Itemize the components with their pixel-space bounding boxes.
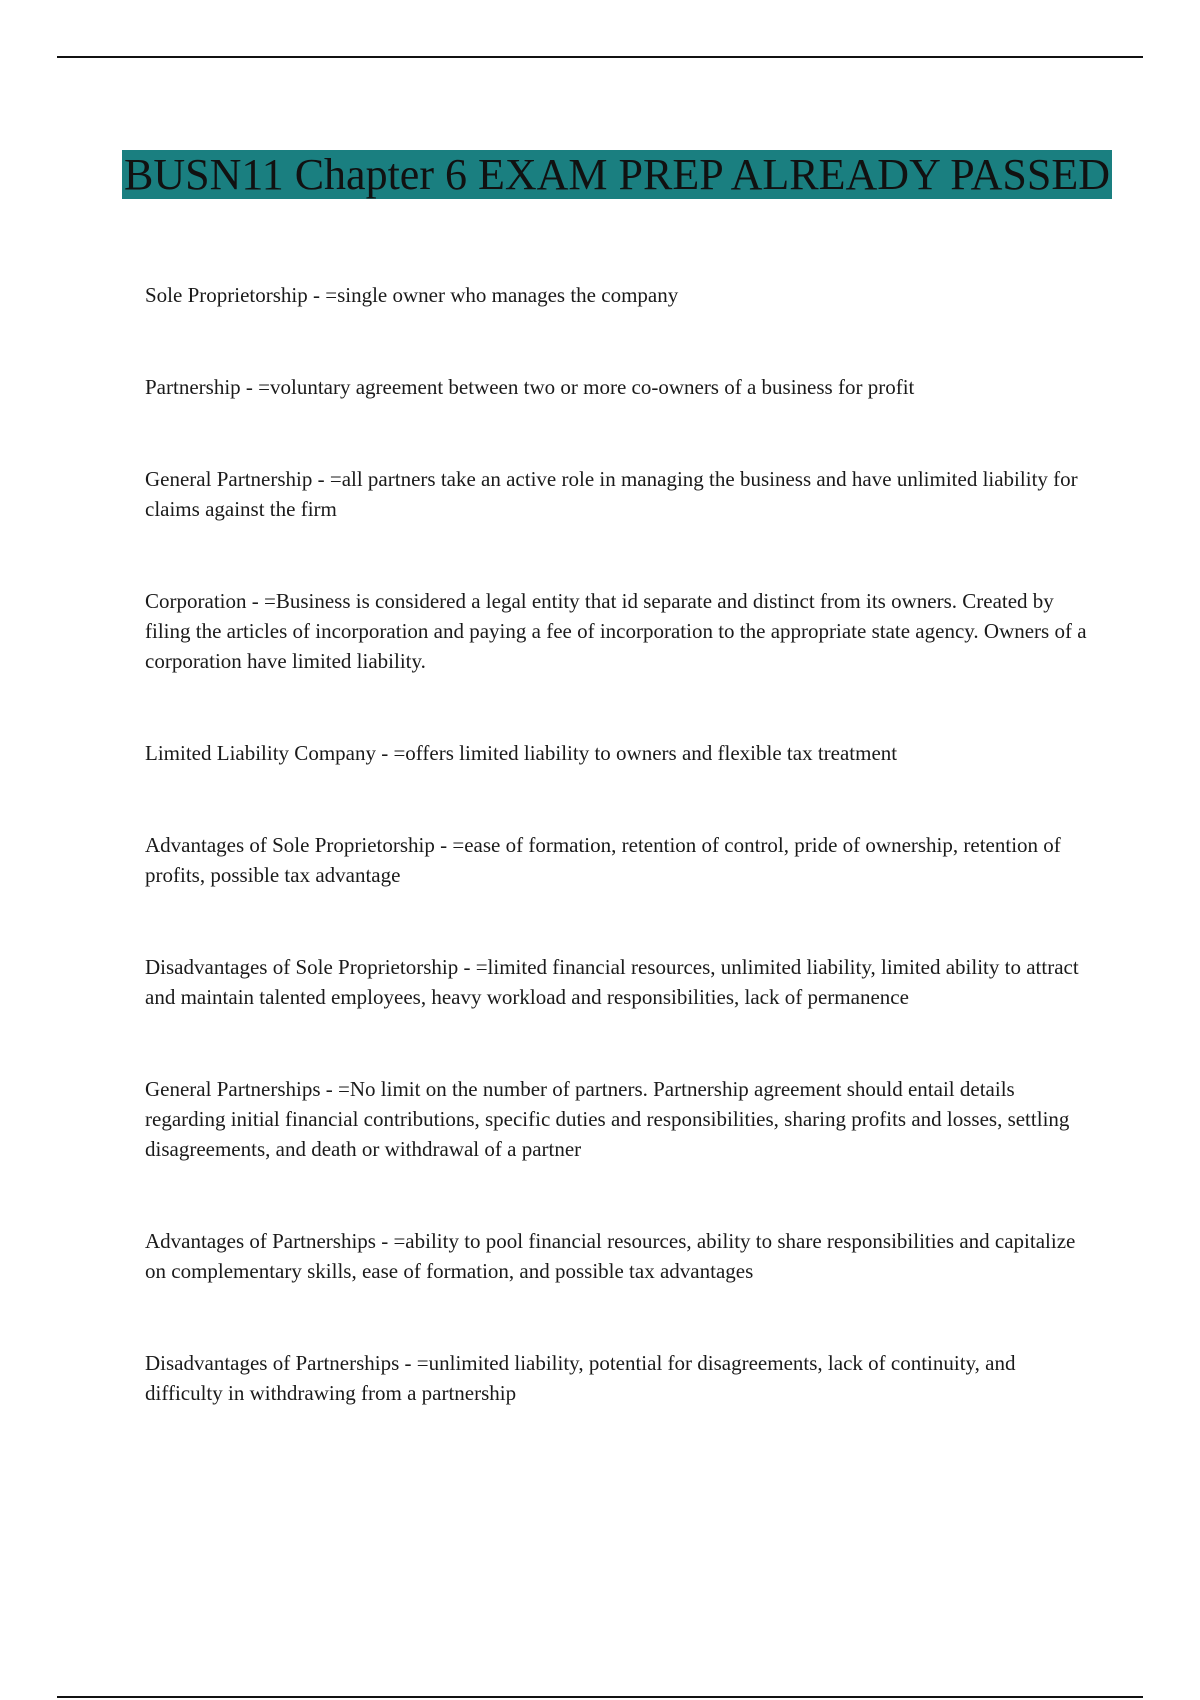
document-title: BUSN11 Chapter 6 EXAM PREP ALREADY PASSED (123, 150, 1111, 199)
definition-entry: Advantages of Sole Proprietorship - =ease of formation, retention of control, pride of ownership, retention of profits, possible tax advantage (145, 833, 1061, 887)
title-block (60, 146, 1174, 203)
footer-rule (57, 1696, 1143, 1698)
definition-entry: Disadvantages of Partnerships - =unlimited liability, potential for disagreements, lack of continuity, and difficulty in withdrawing from a partnership (145, 1351, 1016, 1405)
definition-entry: Sole Proprietorship - =single owner who manages the company (145, 283, 679, 307)
definition-entry: Corporation - =Business is considered a legal entity that id separate and distinct from its owners. Created by filing the articles of incorporation and paying a fee of incorporation to the appropriate state agency. Owners of a corporation have limited liability. (145, 589, 1087, 673)
definition-entry: Advantages of Partnerships - =ability to pool financial resources, ability to share responsibilities and capitalize on complementary skills, ease of formation, and possible tax advantages (145, 1229, 1076, 1283)
definition-list (145, 280, 1095, 1470)
definition-entry: General Partnerships - =No limit on the number of partners. Partnership agreement should entail details regarding initial financial contributions, specific duties and responsibilities, sharing profits and losses, settling disagreements, and death or withdrawal of a partner (145, 1077, 1070, 1161)
definition-entry: Disadvantages of Sole Proprietorship - =limited financial resources, unlimited liability, limited ability to attract and maintain talented employees, heavy workload and responsibilities, lack of permanence (145, 955, 1079, 1009)
definition-entry: General Partnership - =all partners take an active role in managing the business and have unlimited liability for claims against the firm (145, 467, 1078, 521)
header-rule (57, 56, 1143, 58)
definition-entry: Limited Liability Company - =offers limited liability to owners and flexible tax treatment (145, 741, 898, 765)
definition-entry: Partnership - =voluntary agreement between two or more co-owners of a business for profit (145, 375, 915, 399)
